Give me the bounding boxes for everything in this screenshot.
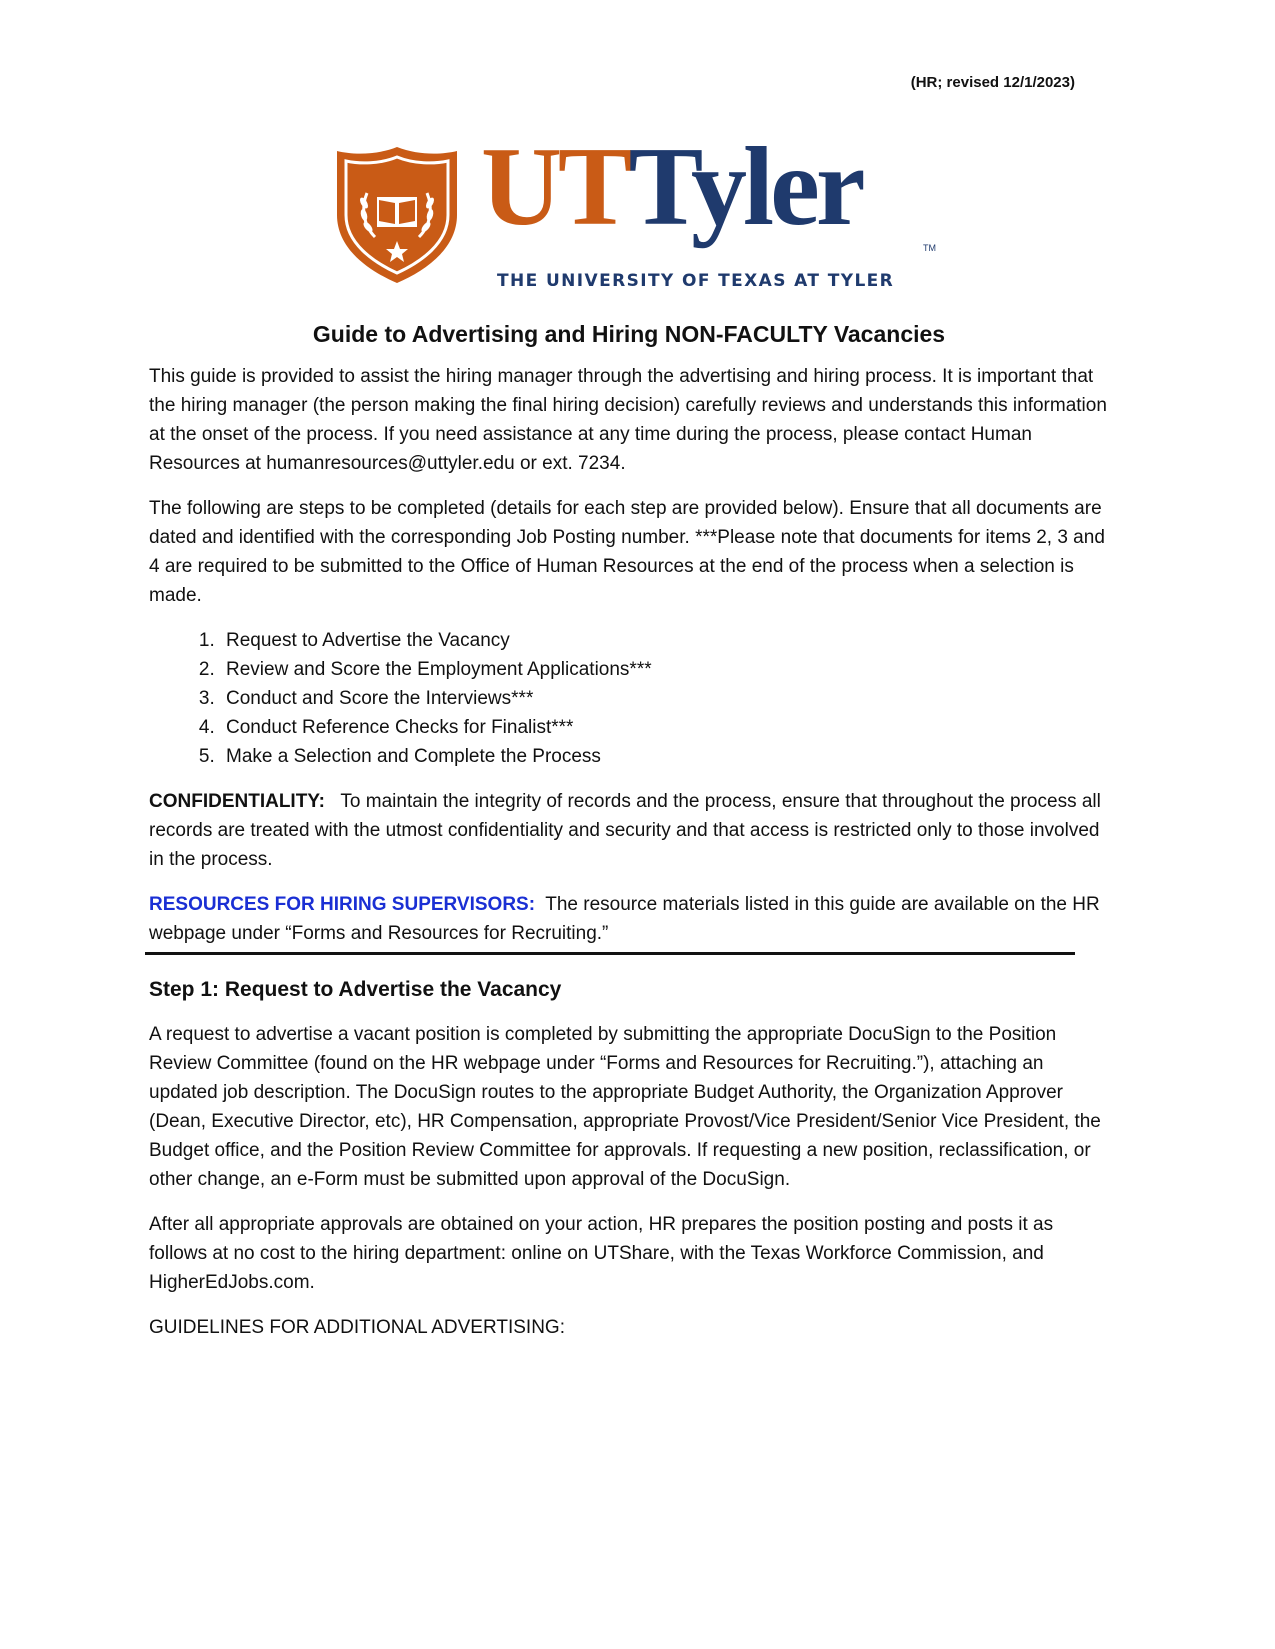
list-item: 1. Request to Advertise the Vacancy <box>220 626 1109 655</box>
wordmark-ut: UT <box>481 125 629 249</box>
shield-icon <box>333 145 461 285</box>
confidentiality-label: CONFIDENTIALITY: <box>149 791 325 812</box>
list-item: 4. Conduct Reference Checks for Finalist*** <box>220 713 1109 742</box>
ut-tyler-logo <box>333 125 953 305</box>
resources-label: RESOURCES FOR HIRING SUPERVISORS: <box>149 894 536 915</box>
list-item: 5. Make a Selection and Complete the Process <box>220 742 1109 771</box>
wordmark <box>481 125 862 249</box>
list-item: 3. Conduct and Score the Interviews*** <box>220 684 1109 713</box>
intro-paragraph: This guide is provided to assist the hiring manager through the advertising and hiring process. It is important that the hiring manager (the person making the final hiring decision) carefully reviews and understands this information at the onset of the process. If you need assistance at any time during the process, please contact Human Resources at humanresources@uttyler.edu or ext. 7234. <box>149 366 1107 474</box>
page-title: Guide to Advertising and Hiring NON-FACULTY Vacancies <box>312 321 946 347</box>
steps-intro-paragraph: The following are steps to be completed (details for each step are provided below). Ensure that all documents are dated and identified with the corresponding Job Posting number. ***Please note that documents for items 2, 3 and 4 are required to be submitted to the Office of Human Resources at the end of the process when a selection is made. <box>149 498 1105 606</box>
revision-note: (HR; revised 12/1/2023) <box>910 74 1075 91</box>
document-body <box>149 321 1109 1358</box>
step1-heading: Step 1: Request to Advertise the Vacancy <box>149 978 562 1001</box>
step1-paragraph-2: After all appropriate approvals are obtained on your action, HR prepares the position posting and posts it as follows at no cost to the hiring department: online on UTShare, with the Texas Workforce Commission, and HigherEdJobs.com. <box>149 1214 1054 1293</box>
step1-paragraph-1: A request to advertise a vacant position is completed by submitting the appropriate DocuSign to the Position Review Committee (found on the HR webpage under “Forms and Resources for Recruiting.”), attaching an updated job description. The DocuSign routes to the appropriate Budget Authority, the Organization Approver (Dean, Executive Director, etc), HR Compensation, appropriate Provost/Vice President/Senior Vice President, the Budget office, and the Position Review Committee for approvals. If requesting a new position, reclassification, or other change, an e-Form must be submitted upon approval of the DocuSign. <box>149 1024 1101 1190</box>
steps-list <box>149 626 1109 771</box>
resources-paragraph <box>149 890 1109 948</box>
trademark: TM <box>923 243 936 253</box>
confidentiality-text: To maintain the integrity of records and the process, ensure that throughout the process all records are treated with the utmost confidentiality and security and that access is restricted only to those involved in the process. <box>149 791 1107 870</box>
list-item: 2. Review and Score the Employment Applications*** <box>220 655 1109 684</box>
section-divider <box>145 952 1075 955</box>
resources-text: The resource materials listed in this guide are available on the HR webpage under “Forms and Resources for Recruiting.” <box>149 894 1105 944</box>
confidentiality-paragraph <box>149 787 1109 874</box>
guidelines-heading: GUIDELINES FOR ADDITIONAL ADVERTISING: <box>149 1317 565 1338</box>
wordmark-tyler: Tyler <box>628 125 862 249</box>
university-name: THE UNIVERSITY OF TEXAS AT TYLER <box>497 271 895 291</box>
